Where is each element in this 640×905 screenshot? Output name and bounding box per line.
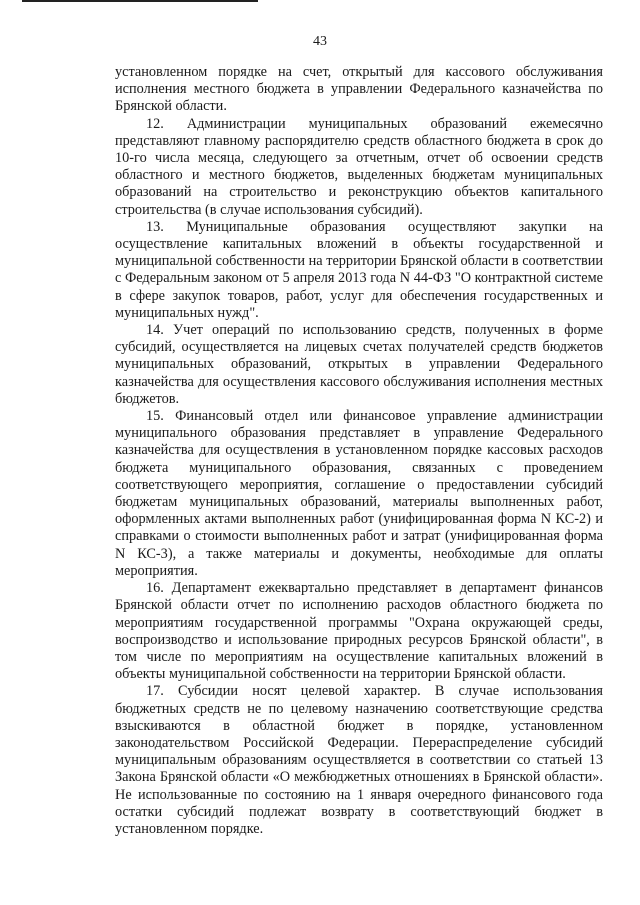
paragraph-13: 13. Муниципальные образования осуществляют закупки на осуществление капитальных вложений в объекты государственной и муниципальной собственности на территории Брянской области в соответствии с Федеральным законом от 5 апреля 2013 года N 44-ФЗ "О контрактной системе в сфере закупок товаров, работ, услуг для обеспечения государственных и муниципальных нужд". bbox=[115, 218, 603, 321]
paragraph-17: 17. Субсидии носят целевой характер. В случае использования бюджетных средств не по целевому назначению соответствующие средства взыскиваются в областной бюджет в порядке, установленном законодательством Российской Федерации. Перераспределение субсидий муниципальным образованиям осуществляется в соответствии со статьей 13 Закона Брянской области «О межбюджетных отношениях в Брянской области». Не использованные по состоянию на 1 января очередного финансового года остатки субсидий подлежат возврату в соответствующий бюджет в установленном порядке. bbox=[115, 683, 603, 837]
paragraph-16: 16. Департамент ежеквартально представляет в департамент финансов Брянской области отчет по исполнению расходов областного бюджета по мероприятиям государственной программы "Охрана окружающей среды, воспроизводство и использование природных ресурсов Брянской области", в том числе по мероприятиям на осуществление капитальных вложений в объекты муниципальной собственности на территории Брянской области. bbox=[115, 580, 603, 683]
scan-edge-line bbox=[22, 0, 258, 2]
paragraph-continuation: установленном порядке на счет, открытый для кассового обслуживания исполнения местного бюджета в управлении Федерального казначейства по Брянской области. bbox=[115, 64, 603, 115]
paragraph-14: 14. Учет операций по использованию средств, полученных в форме субсидий, осуществляется на лицевых счетах получателей средств бюджетов муниципальных образований, открытых в управлении Федерального казначейства для осуществления кассового обслуживания исполнения местных бюджетов. bbox=[115, 322, 603, 407]
paragraph-12: 12. Администрации муниципальных образований ежемесячно представляют главному распорядителю средств областного бюджета в срок до 10-го числа месяца, следующего за отчетным, отчет об освоении средств областного и местного бюджетов, выделенных бюджетам муниципальных образований на строительство и реконструкцию объектов капитального строительства (в случае использования субсидий). bbox=[115, 115, 603, 218]
page-number: 43 bbox=[313, 34, 327, 49]
paragraph-15: 15. Финансовый отдел или финансовое управление администрации муниципального образования представляет в управление Федерального казначейства для осуществления в установленном порядке кассовых расходов бюджета муниципального образования, связанных с проведением соответствующего мероприятия, соглашение о предоставлении субсидий бюджетам муниципальных образований, материалы выполненных работ, оформленных актами выполненных работ (унифицированная форма N КС-2) и справками о стоимости выполненных работ и затрат (унифицированная форма N КС-3), а также материалы и документы, необходимые для оплаты мероприятия. bbox=[115, 408, 603, 579]
document-body bbox=[115, 64, 603, 838]
